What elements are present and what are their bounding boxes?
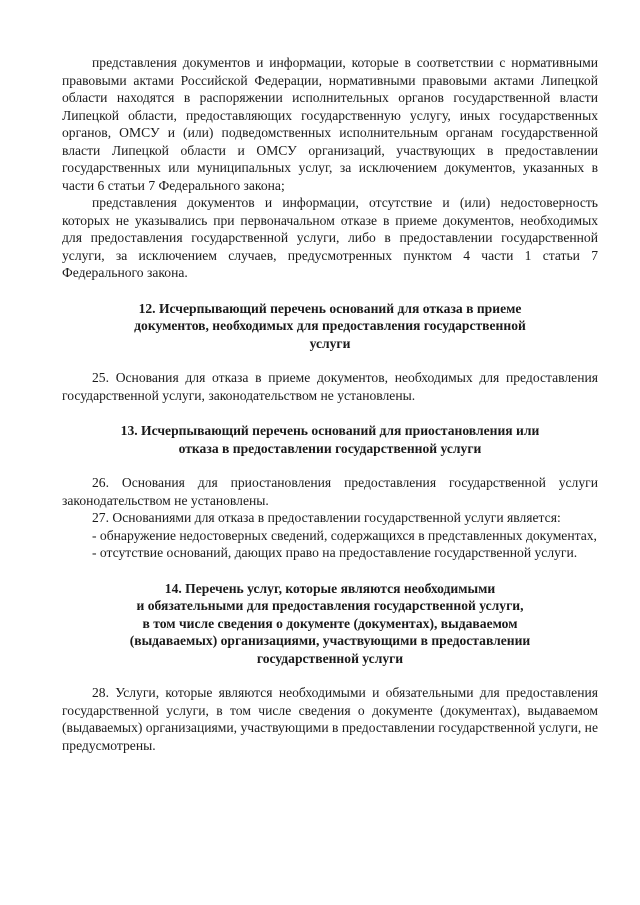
section-12-heading-line: услуги — [309, 335, 351, 351]
section-14-heading-line: (выдаваемых) организациями, участвующими в предоставлении — [129, 633, 531, 648]
section-14-heading — [62, 580, 598, 668]
paragraph-28: 28. Услуги, которые являются необходимыми и обязательными для предоставления государственной услуги, в том числе сведения о документе (документах), выдаваемом (выдаваемых) организациями, участвующими в предоставлении государственной услуги, не предусмотрены. — [62, 685, 598, 753]
section-13-heading — [62, 422, 598, 457]
intro-paragraph-2: представления документов и информации, отсутствие и (или) недостоверность которых не указывались при первоначальном отказе в приеме документов, необходимых для предоставления государственной услуги, либо в предоставлении государственной услуги, за исключением случаев, предусмотренных пунктом 4 части 1 статьи 7 Федерального закона. — [62, 195, 598, 280]
section-13-heading-line: 13. Исчерпывающий перечень оснований для приостановления или — [120, 423, 540, 438]
section-13-heading-line: отказа в предоставлении государственной услуги — [178, 440, 482, 456]
intro-paragraph-1: представления документов и информации, которые в соответствии с нормативными правовыми актами Российской Федерации, нормативными правовыми актами Липецкой области находятся в распоряжении исполнительных органов государственной власти Липецкой области, предоставляющих государственную услугу, иных государственных органов, ОМСУ и (или) подведомственных исполнительным органам государственной власти Липецкой области и ОМСУ организаций, участвующих в предоставлении государственных или муниципальных услуг, за исключением документов, указанных в части 6 статьи 7 Федерального закона; — [62, 55, 598, 193]
list-item-1: - обнаружение недостоверных сведений, содержащихся в представленных документах, — [92, 527, 597, 543]
document-page — [62, 54, 598, 754]
section-12-heading-line: 12. Исчерпывающий перечень оснований для отказа в приеме — [138, 300, 522, 316]
section-12-heading-line: документов, необходимых для предоставления государственной — [134, 318, 526, 333]
section-14-heading-line: в том числе сведения о документе (документах), выдаваемом — [142, 615, 518, 631]
list-item-2: - отсутствие оснований, дающих право на предоставление государственной услуги. — [92, 545, 578, 560]
paragraph-25: 25. Основания для отказа в приеме документов, необходимых для предоставления государственной услуги, законодательством не установлены. — [62, 370, 598, 403]
section-14-heading-line: 14. Перечень услуг, которые являются необходимыми — [164, 580, 496, 596]
section-12-heading — [62, 300, 598, 353]
paragraph-26: 26. Основания для приостановления предоставления государственной услуги законодательством не установлены. — [62, 475, 598, 508]
section-14-heading-line: государственной услуги — [256, 650, 404, 666]
section-14-heading-line: и обязательными для предоставления государственной услуги, — [136, 598, 524, 613]
paragraph-27: 27. Основаниями для отказа в предоставлении государственной услуги является: — [92, 510, 561, 525]
